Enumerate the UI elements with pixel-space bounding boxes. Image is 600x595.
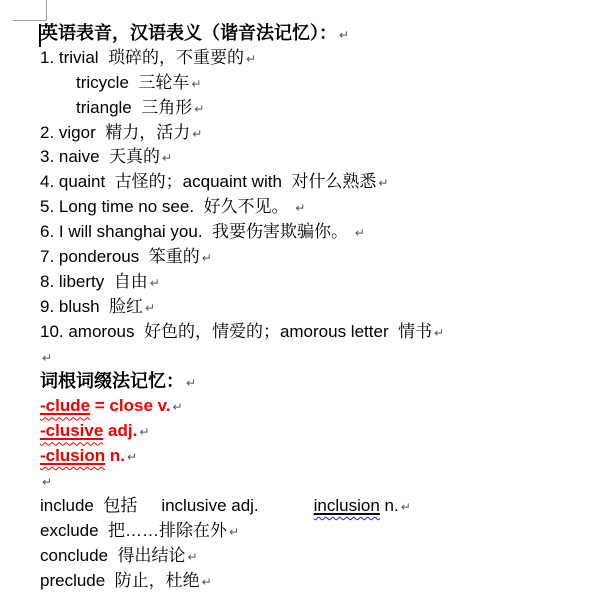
paragraph-mark-icon: ↵ xyxy=(42,350,53,365)
text-run: 2. vigor 精力，活力 xyxy=(40,122,191,142)
vocab-line-4-quaint xyxy=(0,170,600,195)
paragraph-mark-icon: ↵ xyxy=(354,226,365,241)
text-run: -clude xyxy=(40,396,91,416)
text-run: 词根词缀法记忆： xyxy=(40,371,184,392)
word-line-preclude xyxy=(0,569,600,594)
paragraph-mark-icon: ↵ xyxy=(400,499,411,514)
paragraph-mark-icon: ↵ xyxy=(339,28,350,42)
vocab-line-5-long-time xyxy=(0,195,600,220)
spellcheck-underline-wrap xyxy=(40,396,90,415)
text-run: 7. ponderous 笨重的 xyxy=(40,247,200,267)
text-run: tricycle 三轮车 xyxy=(76,72,190,92)
text-run: adj. xyxy=(103,421,138,441)
paragraph-mark-icon: ↵ xyxy=(378,176,389,191)
word-line-exclude xyxy=(0,519,600,544)
vocab-subline-triangle xyxy=(0,96,600,121)
vocab-line-2-vigor xyxy=(0,121,600,146)
paragraph-mark-icon: ↵ xyxy=(186,376,197,391)
vocab-line-7-ponderous xyxy=(0,245,600,270)
text-run: -clusive xyxy=(40,421,104,441)
text-run: inclusion xyxy=(313,495,380,515)
paragraph-mark-icon: ↵ xyxy=(149,275,160,290)
word-line-conclude xyxy=(0,544,600,569)
paragraph-mark-icon: ↵ xyxy=(434,325,445,340)
text-run: n. xyxy=(105,446,126,466)
margin-crop-mark-vertical xyxy=(46,0,47,20)
paragraph-mark-icon: ↵ xyxy=(295,201,306,216)
paragraph-mark-icon: ↵ xyxy=(201,574,212,589)
vocab-line-6-shanghai xyxy=(0,220,600,245)
paragraph-mark-icon: ↵ xyxy=(172,400,183,415)
paragraph-mark-icon: ↵ xyxy=(191,76,202,91)
tab-space xyxy=(137,510,161,511)
word-line-include xyxy=(0,494,600,519)
text-run: exclude 把……排除在外 xyxy=(40,520,228,540)
paragraph-mark-icon: ↵ xyxy=(194,101,205,116)
text-run: 9. blush 脸红 xyxy=(40,296,143,316)
tab-space xyxy=(259,510,314,511)
spellcheck-underline-wrap xyxy=(314,496,380,515)
paragraph-mark-icon: ↵ xyxy=(246,51,257,66)
spellcheck-underline-wrap xyxy=(40,446,105,465)
root-line-clude xyxy=(0,394,600,419)
text-run: n. xyxy=(379,495,399,515)
paragraph-mark-icon: ↵ xyxy=(229,524,240,539)
text-run: 4. quaint 古怪的；acquaint with 对什么熟悉 xyxy=(40,172,377,192)
text-run: -clusion xyxy=(40,446,106,466)
root-line-clusive xyxy=(0,419,600,444)
paragraph-mark-icon: ↵ xyxy=(201,251,212,266)
paragraph-mark-icon: ↵ xyxy=(42,475,53,490)
vocab-subline-tricycle xyxy=(0,71,600,96)
root-line-clusion xyxy=(0,444,600,469)
paragraph-mark-icon: ↵ xyxy=(187,549,198,564)
vocab-line-10-amorous xyxy=(0,320,600,345)
paragraph-mark-icon: ↵ xyxy=(139,425,150,440)
spellcheck-underline-wrap xyxy=(40,421,103,440)
text-run: 5. Long time no see. 好久不见。 xyxy=(40,197,294,217)
paragraph-mark-icon: ↵ xyxy=(192,126,203,141)
text-run: inclusive adj. xyxy=(161,495,259,515)
empty-line xyxy=(0,469,600,494)
text-run: 8. liberty 自由 xyxy=(40,271,148,291)
heading-root-affix-memory xyxy=(0,369,600,394)
text-run: conclude 得出结论 xyxy=(40,545,186,565)
text-run: 10. amorous 好色的，情爱的；amorous letter 情书 xyxy=(40,321,433,341)
text-run: triangle 三角形 xyxy=(76,97,193,117)
paragraph-mark-icon: ↵ xyxy=(127,450,138,465)
document-page[interactable] xyxy=(0,21,600,593)
vocab-line-1-trivial xyxy=(0,46,600,71)
empty-line xyxy=(0,345,600,370)
vocab-line-3-naive xyxy=(0,145,600,170)
text-run: 3. naive 天真的 xyxy=(40,147,160,167)
paragraph-mark-icon: ↵ xyxy=(145,300,156,315)
text-run: 1. trivial 琐碎的，不重要的 xyxy=(40,47,245,67)
text-run: = close v. xyxy=(90,396,171,416)
vocab-line-9-blush xyxy=(0,295,600,320)
text-run: 6. I will shanghai you. 我要伤害欺骗你。 xyxy=(40,222,353,242)
paragraph-mark-icon: ↵ xyxy=(162,151,173,166)
vocab-line-8-liberty xyxy=(0,270,600,295)
heading-phonetic-memory xyxy=(0,21,600,46)
text-run: 英语表音，汉语表义（谐音法记忆）： xyxy=(40,23,337,43)
text-run: include 包括 xyxy=(40,495,138,515)
text-run: preclude 防止，杜绝 xyxy=(40,570,200,590)
